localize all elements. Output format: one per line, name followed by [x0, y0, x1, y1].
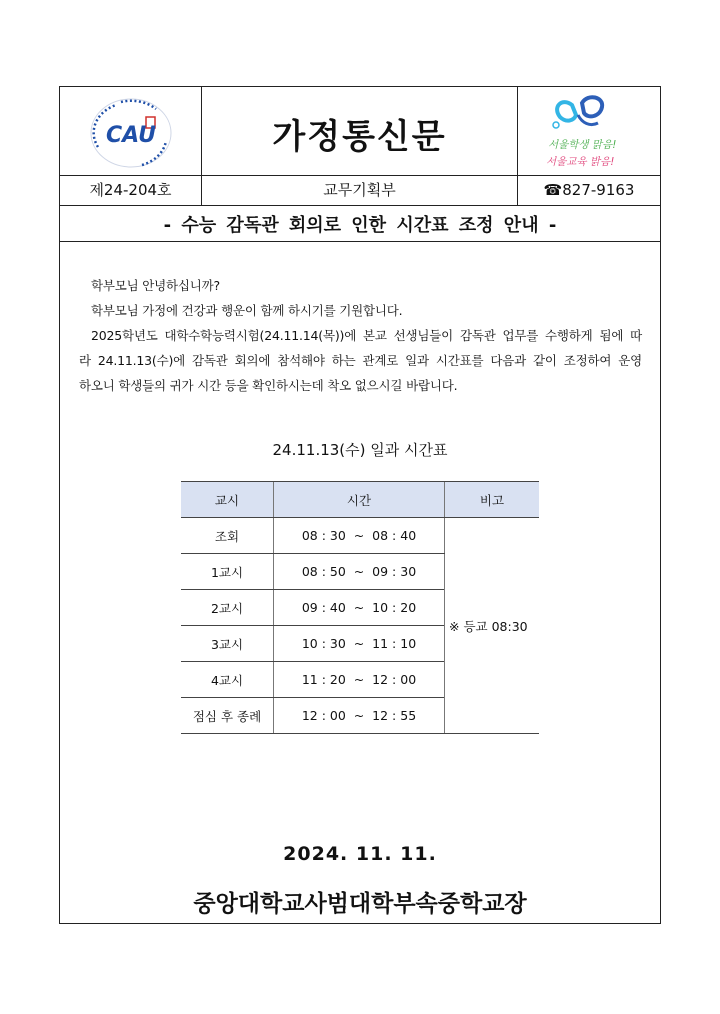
- body-line-3: 하오니 학생들의 귀가 시간 등을 확인하시는데 착오 없으시길 바랍니다.: [79, 378, 458, 393]
- period-cell: 4교시: [181, 662, 274, 698]
- notice-frame: [59, 86, 661, 924]
- slogan-line-2: 서울교육 밝음!: [546, 156, 615, 168]
- body-line-2: 라 24.11.13(수)에 감독관 회의에 참석해야 하는 관계로 일과 시간표를 다음과 같이 조정하여 운영: [79, 353, 642, 368]
- department: 교무기획부: [323, 181, 396, 199]
- note-cell: ※ 등교 08:30: [445, 518, 540, 734]
- time-cell: 12 : 00 ~ 12 : 55: [274, 698, 445, 734]
- greeting: 학부모님 안녕하십니까?: [91, 278, 220, 293]
- header-mid-cell: [202, 87, 518, 205]
- time-cell: 08 : 50 ~ 09 : 30: [274, 554, 445, 590]
- signer: 중앙대학교사범대학부속중학교장: [193, 891, 527, 917]
- subtitle-divider: [60, 241, 660, 242]
- period-cell: 점심 후 종례: [181, 698, 274, 734]
- page-title: 가정통신문: [272, 117, 447, 157]
- timetable-title: 24.11.13(수) 일과 시간표: [272, 441, 448, 459]
- period-cell: 1교시: [181, 554, 274, 590]
- wish: 학부모님 가정에 건강과 행운이 함께 하시기를 기원합니다.: [91, 303, 403, 318]
- phone-number: ☎827-9163: [543, 181, 635, 199]
- period-cell: 조회: [181, 518, 274, 554]
- school-emblem-text: CAU: [105, 123, 157, 148]
- notice-date: 2024. 11. 11.: [283, 843, 437, 865]
- slogan-line-1: 서울학생 맑음!: [548, 139, 617, 151]
- header-time: 시간: [274, 482, 445, 518]
- period-cell: 2교시: [181, 590, 274, 626]
- header-right-cell: [518, 87, 660, 205]
- timetable-header-row: [181, 482, 539, 518]
- table-row: [181, 518, 539, 554]
- header-period: 교시: [181, 482, 274, 518]
- header-left-cell: [60, 87, 202, 205]
- period-cell: 3교시: [181, 626, 274, 662]
- time-cell: 11 : 20 ~ 12 : 00: [274, 662, 445, 698]
- seoul-education-logo-icon: [542, 93, 638, 173]
- issue-number: 제24-204호: [89, 181, 172, 199]
- body-line-1: 2025학년도 대학수학능력시험(24.11.14(목))에 본교 선생님들이 감독관 업무를 수행하게 됨에 따: [91, 328, 642, 343]
- school-emblem-icon: [86, 95, 176, 171]
- time-cell: 10 : 30 ~ 11 : 10: [274, 626, 445, 662]
- time-cell: 08 : 30 ~ 08 : 40: [274, 518, 445, 554]
- header-note: 비고: [445, 482, 540, 518]
- notice-subtitle: - 수능 감독관 회의로 인한 시간표 조정 안내 -: [163, 215, 557, 236]
- notice-body: [79, 273, 642, 398]
- timetable: [181, 481, 539, 734]
- time-cell: 09 : 40 ~ 10 : 20: [274, 590, 445, 626]
- header: [60, 87, 660, 206]
